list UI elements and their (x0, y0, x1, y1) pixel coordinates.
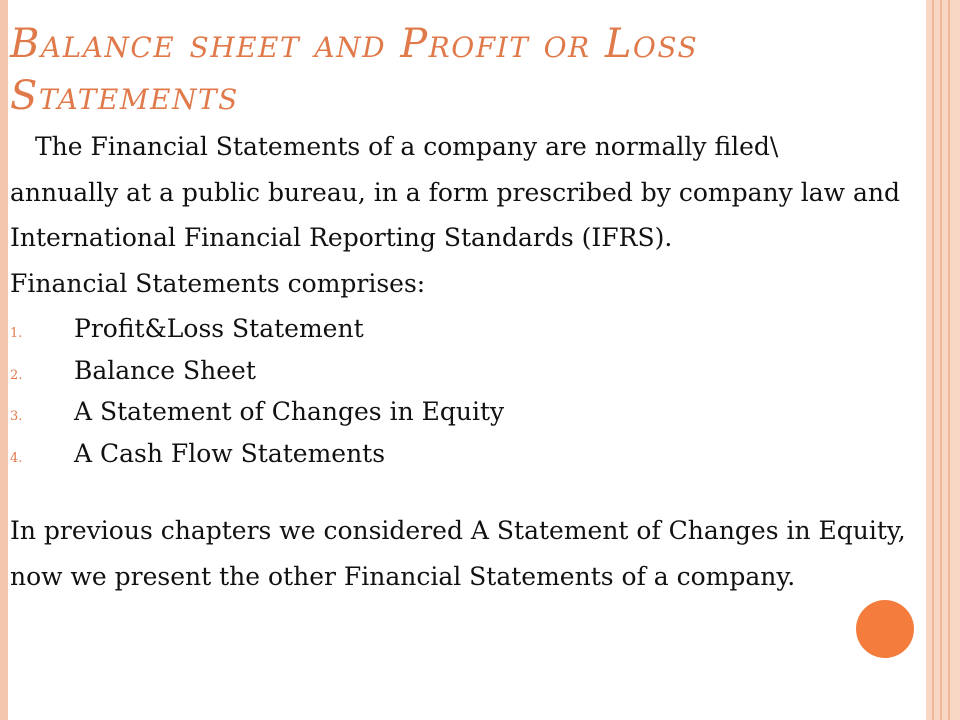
list-text: Balance Sheet (74, 355, 256, 385)
right-bar-line (940, 0, 942, 720)
slide-title: Balance sheet and Profit or Loss Statements (10, 21, 699, 119)
slide-body (10, 124, 930, 599)
intro-rest: annually at a public bureau, in a form prescribed by company law and International Financial Reporting Standards (IFRS). (10, 177, 900, 252)
list-item (10, 389, 930, 431)
list-item (10, 306, 930, 348)
right-bar-line (932, 0, 934, 720)
orange-circle-decoration (856, 600, 914, 658)
list-number: 4. (10, 450, 23, 466)
list-number: 1. (10, 326, 23, 341)
right-bar-line (948, 0, 950, 720)
intro-paragraph (10, 124, 930, 261)
closing-paragraph: In previous chapters we considered A Statement of Changes in Equity, now we present the other Financial Statements of a company. (10, 516, 906, 591)
list-item (10, 348, 930, 390)
right-bars-decoration (926, 0, 960, 720)
list-text: Profit&Loss Statement (74, 314, 364, 343)
left-border-decoration (0, 0, 8, 720)
list-item (10, 431, 930, 473)
statements-list (10, 306, 930, 472)
list-text: A Statement of Changes in Equity (74, 397, 505, 426)
intro-line-1: The Financial Statements of a company are normally filed\ (35, 132, 779, 161)
list-number: 3. (10, 409, 23, 424)
comprises-label: Financial Statements comprises: (10, 268, 426, 298)
list-number: 2. (10, 367, 23, 383)
list-text: A Cash Flow Statements (74, 438, 386, 468)
